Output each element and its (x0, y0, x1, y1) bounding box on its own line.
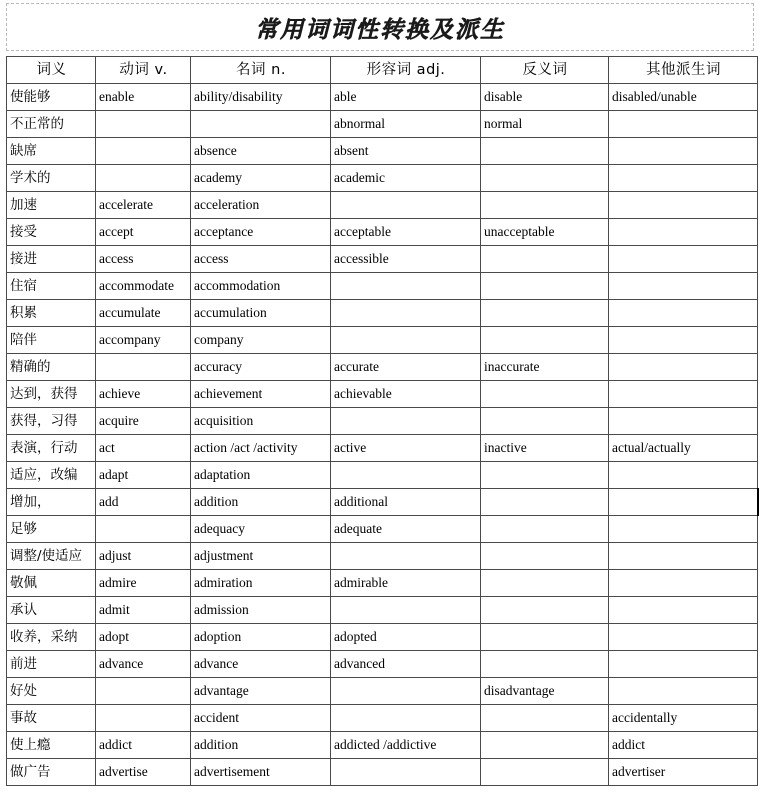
cell-noun: action /act /activity (191, 435, 331, 462)
table-row (7, 408, 758, 435)
column-header-meaning: 词义 (7, 57, 96, 84)
cell-noun: acceleration (191, 192, 331, 219)
table-row (7, 570, 758, 597)
cell-antonym: disable (481, 84, 609, 111)
cell-noun: advertisement (191, 759, 331, 786)
table-row (7, 381, 758, 408)
cell-adjective: achievable (331, 381, 481, 408)
cell-meaning: 表演，行动 (7, 435, 96, 462)
cell-meaning: 住宿 (7, 273, 96, 300)
table-row (7, 165, 758, 192)
cell-meaning: 做广告 (7, 759, 96, 786)
cell-verb: admit (96, 597, 191, 624)
cell-meaning: 承认 (7, 597, 96, 624)
cell-verb: enable (96, 84, 191, 111)
cell-meaning: 前进 (7, 651, 96, 678)
cell-derivative (609, 273, 758, 300)
cell-adjective: accurate (331, 354, 481, 381)
cell-verb (96, 354, 191, 381)
cell-adjective (331, 327, 481, 354)
cell-meaning: 事故 (7, 705, 96, 732)
cell-derivative: disabled/unable (609, 84, 758, 111)
cell-antonym (481, 543, 609, 570)
table-row (7, 327, 758, 354)
cell-noun: accuracy (191, 354, 331, 381)
cell-derivative (609, 570, 758, 597)
cell-derivative: actual/actually (609, 435, 758, 462)
cell-verb: act (96, 435, 191, 462)
cell-meaning: 接受 (7, 219, 96, 246)
cell-noun: adequacy (191, 516, 331, 543)
cell-adjective: academic (331, 165, 481, 192)
cell-noun: admiration (191, 570, 331, 597)
table-row (7, 84, 758, 111)
cell-derivative (609, 651, 758, 678)
column-header-derivative: 其他派生词 (609, 57, 758, 84)
word-form-conversion-table (6, 56, 759, 786)
cell-verb (96, 516, 191, 543)
cell-derivative (609, 624, 758, 651)
table-row (7, 138, 758, 165)
cell-antonym (481, 165, 609, 192)
cell-meaning: 调整/使适应 (7, 543, 96, 570)
cell-adjective: adopted (331, 624, 481, 651)
cell-antonym (481, 759, 609, 786)
cell-adjective (331, 543, 481, 570)
cell-adjective: additional (331, 489, 481, 516)
cell-antonym: unacceptable (481, 219, 609, 246)
cell-noun: admission (191, 597, 331, 624)
cell-verb: advance (96, 651, 191, 678)
cell-adjective: addicted /addictive (331, 732, 481, 759)
cell-antonym (481, 138, 609, 165)
cell-noun: addition (191, 732, 331, 759)
cell-meaning: 适应，改编 (7, 462, 96, 489)
cell-verb: accompany (96, 327, 191, 354)
cell-antonym (481, 300, 609, 327)
cell-derivative (609, 165, 758, 192)
cell-antonym (481, 327, 609, 354)
cell-derivative: addict (609, 732, 758, 759)
cell-verb: admire (96, 570, 191, 597)
cell-verb: addict (96, 732, 191, 759)
cell-noun: accommodation (191, 273, 331, 300)
cell-verb: access (96, 246, 191, 273)
cell-meaning: 获得，习得 (7, 408, 96, 435)
cell-meaning: 缺席 (7, 138, 96, 165)
cell-adjective: admirable (331, 570, 481, 597)
cell-antonym (481, 516, 609, 543)
cell-meaning: 使能够 (7, 84, 96, 111)
cell-meaning: 使上瘾 (7, 732, 96, 759)
cell-verb: accumulate (96, 300, 191, 327)
table-row (7, 246, 758, 273)
table-row (7, 732, 758, 759)
column-header-verb: 动词 v. (96, 57, 191, 84)
table-row (7, 759, 758, 786)
cell-noun: ability/disability (191, 84, 331, 111)
cell-meaning: 收养，采纳 (7, 624, 96, 651)
table-row (7, 624, 758, 651)
cell-derivative (609, 678, 758, 705)
cell-meaning: 不正常的 (7, 111, 96, 138)
cell-adjective (331, 273, 481, 300)
cell-derivative (609, 192, 758, 219)
table-row (7, 705, 758, 732)
cell-verb: accommodate (96, 273, 191, 300)
table-row (7, 111, 758, 138)
cell-derivative (609, 138, 758, 165)
cell-meaning: 敬佩 (7, 570, 96, 597)
cell-noun: addition (191, 489, 331, 516)
cell-derivative (609, 462, 758, 489)
cell-adjective: active (331, 435, 481, 462)
cell-derivative (609, 597, 758, 624)
cell-meaning: 加速 (7, 192, 96, 219)
cell-meaning: 达到，获得 (7, 381, 96, 408)
table-row (7, 516, 758, 543)
cell-adjective (331, 462, 481, 489)
table-body (7, 84, 758, 786)
title-textbox-frame (6, 3, 754, 51)
cell-derivative (609, 246, 758, 273)
cell-derivative (609, 516, 758, 543)
cell-meaning: 学术的 (7, 165, 96, 192)
cell-antonym (481, 705, 609, 732)
cell-derivative (609, 219, 758, 246)
cell-noun: adoption (191, 624, 331, 651)
cell-antonym (481, 624, 609, 651)
table-header (7, 57, 758, 84)
cell-verb: accelerate (96, 192, 191, 219)
cell-antonym (481, 570, 609, 597)
cell-derivative (609, 300, 758, 327)
cell-antonym (481, 273, 609, 300)
cell-verb (96, 165, 191, 192)
column-header-adjective: 形容词 adj. (331, 57, 481, 84)
cell-adjective: absent (331, 138, 481, 165)
cell-adjective (331, 408, 481, 435)
cell-antonym: inactive (481, 435, 609, 462)
table-row (7, 678, 758, 705)
cell-verb: achieve (96, 381, 191, 408)
table-row (7, 435, 758, 462)
cell-meaning: 增加， (7, 489, 96, 516)
cell-meaning: 足够 (7, 516, 96, 543)
cell-verb (96, 705, 191, 732)
cell-derivative (609, 408, 758, 435)
cell-noun: accumulation (191, 300, 331, 327)
cell-noun (191, 111, 331, 138)
cell-derivative: advertiser (609, 759, 758, 786)
cell-derivative (609, 381, 758, 408)
cell-adjective (331, 192, 481, 219)
cell-noun: academy (191, 165, 331, 192)
cell-antonym (481, 192, 609, 219)
cell-meaning: 好处 (7, 678, 96, 705)
cell-verb (96, 678, 191, 705)
column-header-antonym: 反义词 (481, 57, 609, 84)
cell-meaning: 积累 (7, 300, 96, 327)
table-row (7, 273, 758, 300)
cell-noun: advantage (191, 678, 331, 705)
cell-noun: achievement (191, 381, 331, 408)
cell-adjective (331, 597, 481, 624)
table-row (7, 597, 758, 624)
cell-derivative (609, 543, 758, 570)
table-row (7, 489, 758, 516)
page-title: 常用词词性转换及派生 (255, 15, 505, 43)
cell-antonym (481, 732, 609, 759)
cell-meaning: 精确的 (7, 354, 96, 381)
cell-adjective: abnormal (331, 111, 481, 138)
cell-verb: advertise (96, 759, 191, 786)
cell-antonym (481, 381, 609, 408)
cell-adjective (331, 759, 481, 786)
cell-noun: access (191, 246, 331, 273)
cell-meaning: 接进 (7, 246, 96, 273)
cell-noun: acquisition (191, 408, 331, 435)
cell-meaning: 陪伴 (7, 327, 96, 354)
cell-adjective (331, 300, 481, 327)
cell-verb: accept (96, 219, 191, 246)
table-row (7, 543, 758, 570)
table-row (7, 354, 758, 381)
cell-adjective: acceptable (331, 219, 481, 246)
cell-adjective (331, 678, 481, 705)
table-row (7, 192, 758, 219)
cell-antonym (481, 246, 609, 273)
cell-antonym: normal (481, 111, 609, 138)
cell-noun: acceptance (191, 219, 331, 246)
cell-adjective: advanced (331, 651, 481, 678)
cell-verb: adapt (96, 462, 191, 489)
cell-noun: advance (191, 651, 331, 678)
cell-antonym (481, 597, 609, 624)
table-row (7, 651, 758, 678)
cell-derivative (609, 489, 758, 516)
cell-verb: adopt (96, 624, 191, 651)
cell-adjective: adequate (331, 516, 481, 543)
column-header-noun: 名词 n. (191, 57, 331, 84)
cell-adjective: able (331, 84, 481, 111)
cell-antonym (481, 651, 609, 678)
cell-antonym: disadvantage (481, 678, 609, 705)
cell-noun: accident (191, 705, 331, 732)
cell-verb: acquire (96, 408, 191, 435)
cell-antonym: inaccurate (481, 354, 609, 381)
cell-noun: adjustment (191, 543, 331, 570)
table-header-row (7, 57, 758, 84)
cell-derivative (609, 111, 758, 138)
cell-adjective: accessible (331, 246, 481, 273)
cell-derivative: accidentally (609, 705, 758, 732)
cell-noun: company (191, 327, 331, 354)
cell-verb (96, 111, 191, 138)
cell-antonym (481, 462, 609, 489)
cell-noun: absence (191, 138, 331, 165)
cell-verb: add (96, 489, 191, 516)
cell-noun: adaptation (191, 462, 331, 489)
cell-antonym (481, 408, 609, 435)
cell-derivative (609, 354, 758, 381)
cell-derivative (609, 327, 758, 354)
table-row (7, 300, 758, 327)
cell-adjective (331, 705, 481, 732)
cell-verb: adjust (96, 543, 191, 570)
table-row (7, 462, 758, 489)
cell-antonym (481, 489, 609, 516)
cell-verb (96, 138, 191, 165)
table-row (7, 219, 758, 246)
